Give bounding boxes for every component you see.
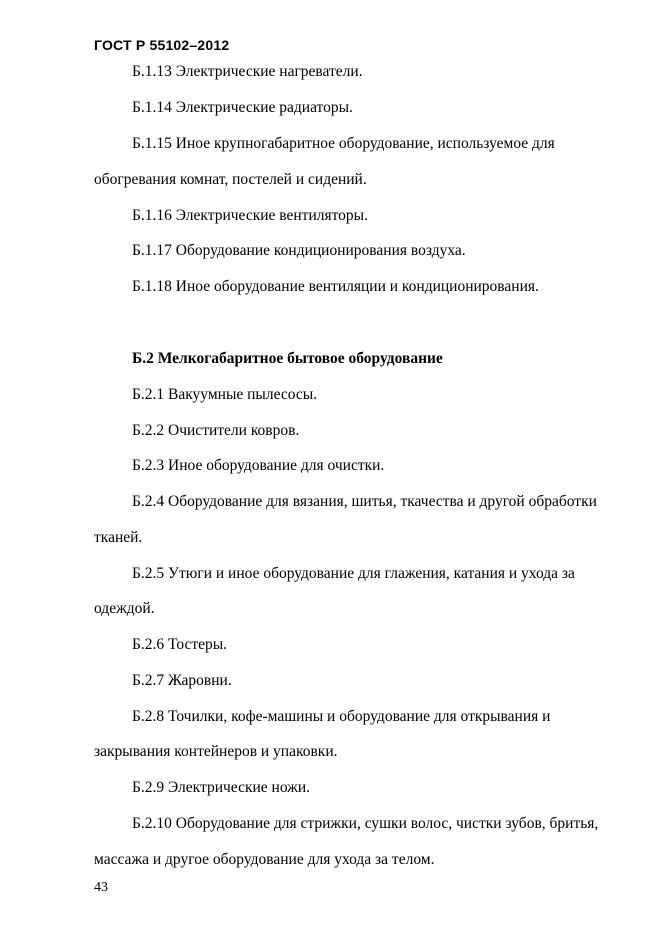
item-b-1-18: Б.1.18 Иное оборудование вентиляции и кондиционирования.	[132, 278, 539, 295]
section-heading-b-2: Б.2 Мелкогабаритное бытовое оборудование	[132, 350, 443, 367]
page-number: 43	[94, 880, 108, 895]
item-b-2-5: Б.2.5 Утюги и иное оборудование для глажения, катания и ухода за	[132, 565, 575, 582]
item-b-1-17: Б.1.17 Оборудование кондиционирования воздуха.	[132, 242, 466, 259]
item-b-2-10: Б.2.10 Оборудование для стрижки, сушки волос, чистки зубов, бритья,	[132, 815, 599, 832]
item-b-2-8-continuation: закрывания контейнеров и упаковки.	[94, 743, 338, 760]
item-b-2-6: Б.2.6 Тостеры.	[132, 636, 228, 653]
item-b-2-2: Б.2.2 Очистители ковров.	[132, 422, 300, 439]
item-b-1-16: Б.1.16 Электрические вентиляторы.	[132, 207, 368, 224]
item-b-2-10-continuation: массажа и другое оборудование для ухода за телом.	[94, 851, 435, 868]
item-b-1-15-continuation: обогревания комнат, постелей и сидений.	[94, 171, 367, 188]
item-b-2-3: Б.2.3 Иное оборудование для очистки.	[132, 457, 385, 474]
item-b-2-8: Б.2.8 Точилки, кофе-машины и оборудование для открывания и	[132, 708, 551, 725]
item-b-2-4: Б.2.4 Оборудование для вязания, шитья, ткачества и другой обработки	[132, 493, 597, 510]
item-b-2-4-continuation: тканей.	[94, 529, 143, 546]
item-b-2-7: Б.2.7 Жаровни.	[132, 672, 232, 689]
standard-header: ГОСТ Р 55102–2012	[94, 37, 230, 53]
item-b-2-1: Б.2.1 Вакуумные пылесосы.	[132, 386, 318, 403]
item-b-1-14: Б.1.14 Электрические радиаторы.	[132, 99, 353, 116]
item-b-2-9: Б.2.9 Электрические ножи.	[132, 779, 311, 796]
item-b-2-5-continuation: одеждой.	[94, 600, 155, 617]
item-b-1-13: Б.1.13 Электрические нагреватели.	[132, 63, 363, 80]
item-b-1-15: Б.1.15 Иное крупногабаритное оборудование, используемое для	[132, 135, 555, 152]
